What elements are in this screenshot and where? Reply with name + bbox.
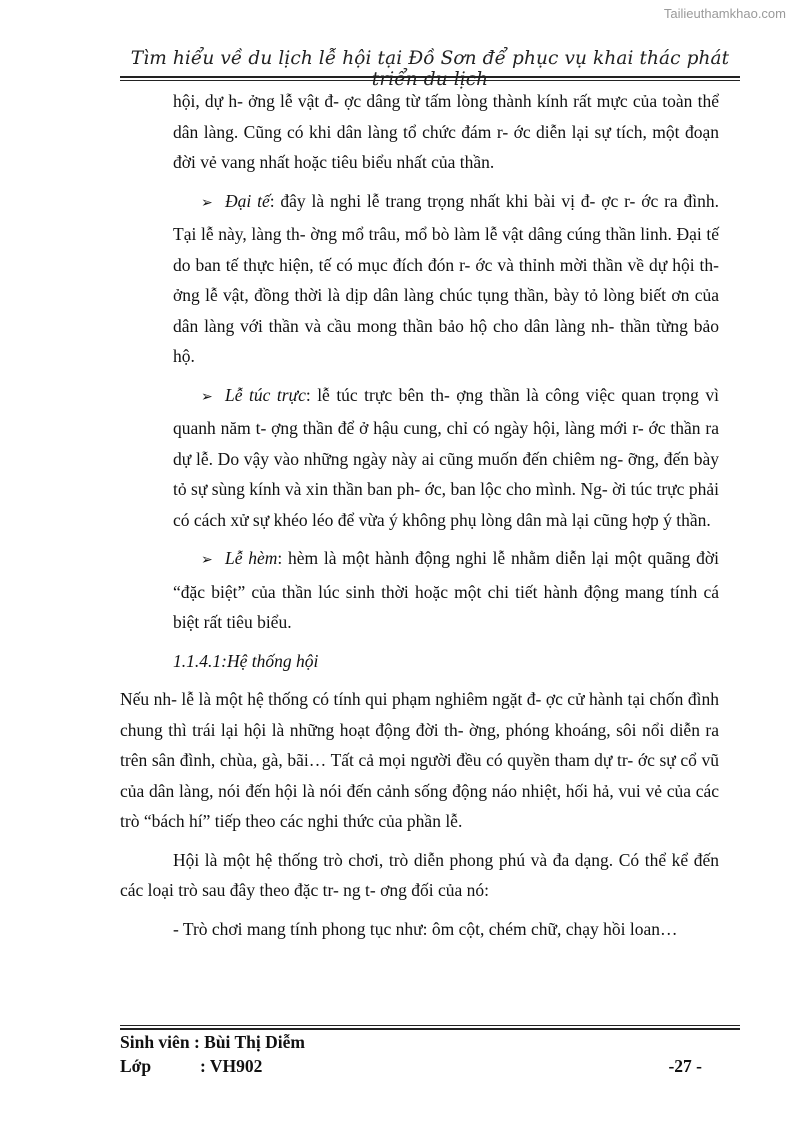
paragraph: Nếu nh- lễ là một hệ thống có tính qui phạm nghiêm ngặt đ- ợc cử hành tại chốn đình chung thì trái lại hội là những hoạt động đời th- ờng, phóng khoáng, sôi nổi diễn ra trên sân đình, chùa, gà, bãi… Tất cả mọi người đều có quyền tham dự tr- ớc sự cổ vũ của dân làng, nói đến hội là nói đến cảnh sống động náo nhiệt, hối hả, vui vẻ của các trò “bách hí” tiếp theo các nghi thức của phần lễ. [120,689,719,831]
page-header: Tìm hiểu về du lịch lễ hội tại Đồ Sơn để phục vụ khai thác phát [130,48,730,69]
bullet-text: : lễ túc trực bên th- ợng thần là công việc quan trọng vì quanh năm t- ợng thần để ở hậu cung, chỉ có ngày hội, làng mới r- ớc thần ra dự lễ. Do vậy vào những ngày này ai cũng muốn đến chiêm ng- ỡng, đến bày tỏ sự sùng kính và xin thần ban ph- ớc, ban lộc cho mình. Ng- ời túc trực phải có cách xử sự khéo léo để vừa ý không phụ lòng dân mà lại cũng hợp ý thần. [173,384,719,530]
bullet-dai-te [173,186,719,372]
student-name: : Bùi Thị Diễm [193,1032,305,1052]
student-label: Sinh viên [120,1032,190,1052]
page-number: -27 - [668,1056,702,1076]
arrow-bullet-icon: ➢ [201,389,213,405]
header-rule-thin [120,80,740,81]
footer-rule-thin [120,1025,740,1026]
bullet-le-hem [173,543,719,638]
arrow-bullet-icon: ➢ [201,553,213,568]
bullet-text: : hèm là một hành động nghi lễ nhằm diễn lại một quãng đời “đặc biệt” của thần lúc sinh thời hoặc một chi tiết hành động mang tính cá biệt rất tiêu biểu. [173,548,720,632]
section-heading: 1.1.4.1:Hệ thống hội [173,650,319,671]
bullet-text: : đây là nghi lễ trang trọng nhất khi bài vị đ- ợc r- ớc ra đình. Tại lễ này, làng th- ờng mổ trâu, mổ bò làm lễ vật dâng cúng thần linh. Đại tế do ban tế thực hiện, tế có mục đích đón r- ớc và thỉnh mời thần về dự hội th- ởng lễ vật, đồng thời là dịp dân làng chúc tụng thần, bày tỏ lòng biết ơn của dân làng với thần và cầu mong thần bảo hộ cho dân làng nh- thần từng bảo hộ. [173,190,719,366]
watermark: Tailieuthamkhao.com [663,6,786,21]
class-value: : VH902 [200,1056,263,1076]
term: Đại tế [225,190,270,211]
footer-class [120,1056,740,1077]
header-rule [120,76,740,78]
document-body [120,86,720,944]
arrow-bullet-icon: ➢ [201,195,213,211]
paragraph: hội, dự h- ởng lễ vật đ- ợc dâng từ tấm lòng thành kính rất mực của toàn thể dân làng. Cũng có khi dân làng tổ chức đám r- ớc diễn lại sự tích, một đoạn đời vẻ vang nhất hoặc tiêu biểu nhất của thần. [173,91,719,172]
footer-rule [120,1028,740,1030]
term: Lễ hèm [225,548,278,568]
bullet-le-tuc-truc [173,380,719,536]
class-label: Lớp [120,1056,152,1076]
footer-student [120,1032,740,1053]
term: Lễ túc trực [225,384,306,405]
paragraph: - Trò chơi mang tính phong tục như: ôm cột, chém chữ, chạy hồi loan… [173,918,678,939]
paragraph: Hội là một hệ thống trò chơi, trò diễn phong phú và đa dạng. Có thể kể đến các loại trò sau đây theo đặc tr- ng t- ơng đối của nó: [120,849,719,900]
